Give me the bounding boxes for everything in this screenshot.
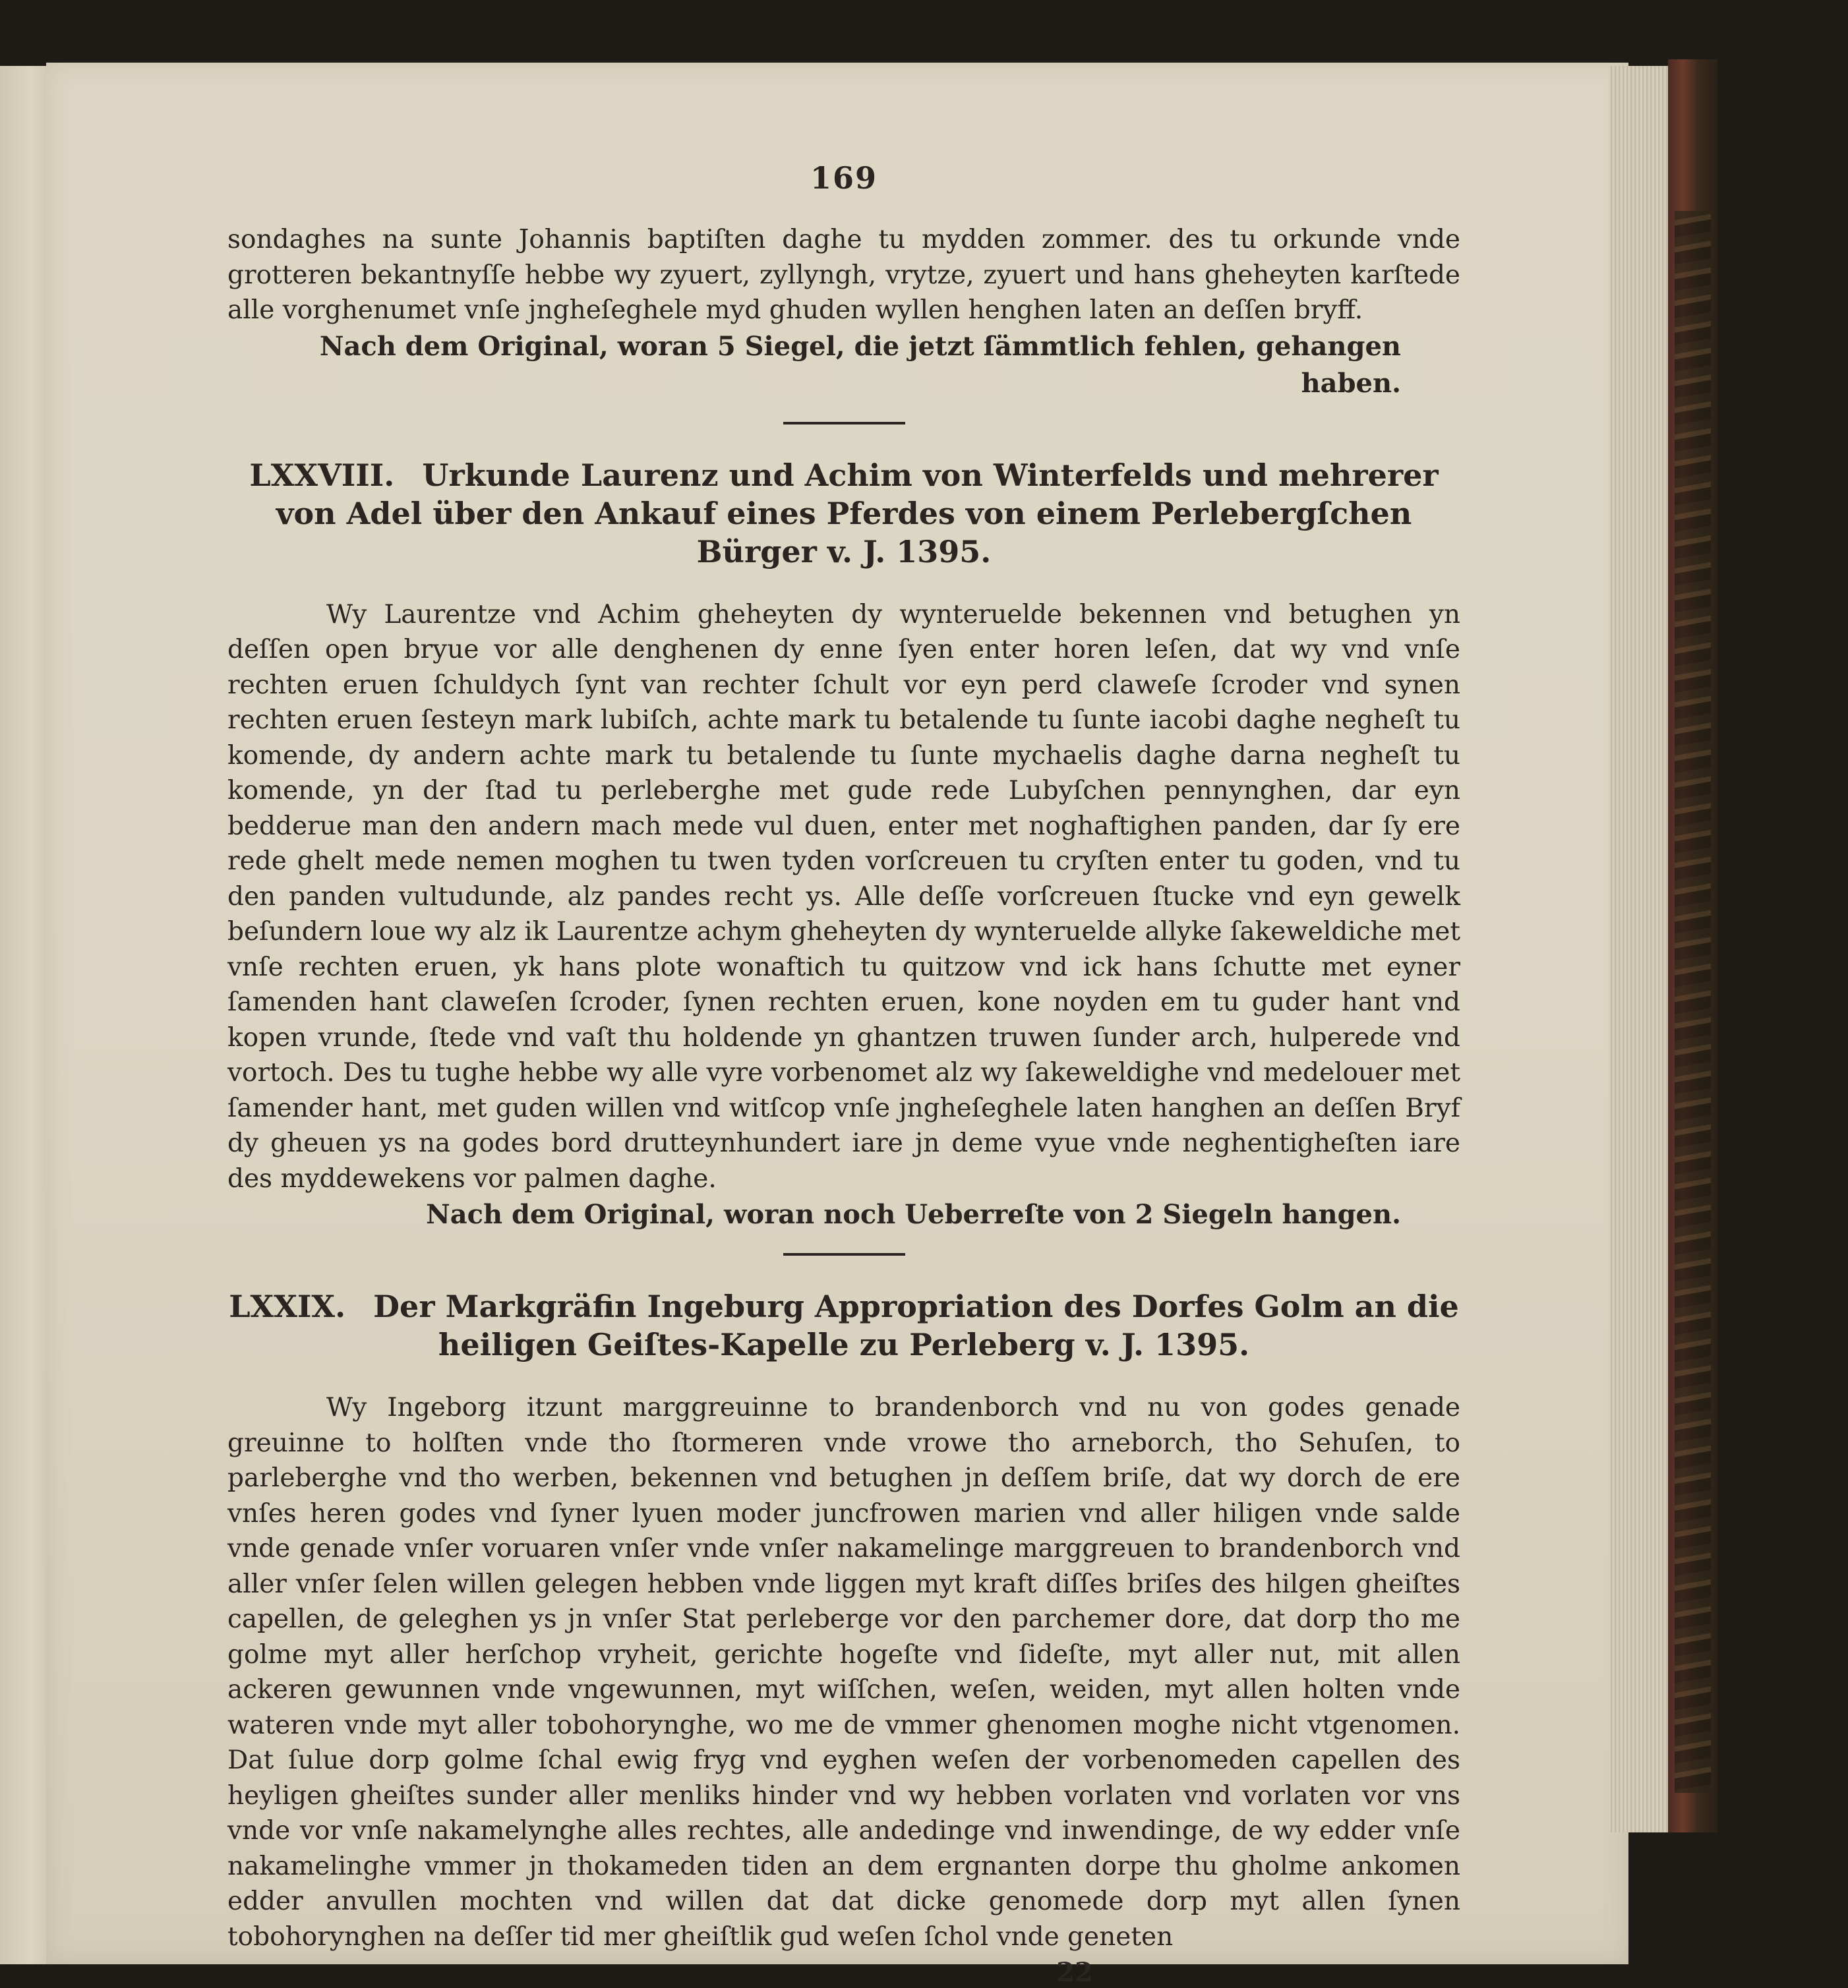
page-content — [227, 148, 1460, 1988]
document-heading — [227, 1287, 1460, 1364]
document-text: Wy Laurentze vnd Achim gheheyten dy wynteruelde bekennen vnd betughen yn deſſen open bryue vor alle denghenen dy enne ſyen enter horen leſen, dat wy vnd vnſe rechten eruen ſchuldych ſynt van rechter ſchult vor eyn perd claweſe ſcroder vnd synen rechten eruen ſesteyn mark lubiſch, achte mark tu betalende tu ſunte iacobi daghe negheſt tu komende, dy andern achte mark tu betalende tu ſunte mychaelis daghe darna negheſt tu komende, yn der ſtad tu perleberghe met gude rede Lubyſchen pennynghen, dar eyn bedderue man den andern mach mede vul duen, enter met noghaftighen panden, dar ſy ere rede ghelt mede nemen moghen tu twen tyden vorſcreuen tu cryſten enter tu goden, vnd tu den panden vultudunde, alz pandes recht ys. Alle deſſe vorſcreuen ſtucke vnd eyn gewelk beſundern loue wy alz ik Laurentze achym gheheyten dy wynteruelde allyke ſakeweldiche met vnſe rechten eruen, yk hans plote wonaftich tu quitzow vnd ick hans ſchutte met eyner ſamenden hant claweſen ſcroder, ſynen rechten eruen, kone noyden em tu guder hant vnd kopen vrunde, ſtede vnd vaſt thu holdende yn ghantzen truwen ſunder arch, hulperede vnd vortoch. Des tu tughe hebbe wy alle vyre vorbenomet alz wy ſakeweldighe vnd medelouer met ſamender hant, met guden willen vnd witſcop vnſe jngheſeghele laten hanghen an deſſen Bryf dy gheuen ys na godes bord drutteynhundert iare jn deme vyue vnde neghentigheſten iare des myddewekens vor palmen daghe. — [227, 599, 1460, 1194]
page-stack-edge — [1609, 66, 1675, 1832]
document-title: Urkunde Laurenz und Achim von Winterfelds und mehrerer von Adel über den Ankauf eines Pferdes von einem Perlebergſchen Bürger v. J. 1395. — [276, 457, 1439, 570]
source-note: Nach dem Original, woran noch Ueberreſte von 2 Siegeln hangen. — [426, 1199, 1401, 1230]
document-heading — [227, 456, 1460, 571]
signature-mark: 22 — [1056, 1957, 1093, 1988]
document-title: Der Markgräfin Ingeburg Appropriation des Dorfes Golm an die heiligen Geiſtes-Kapelle zu Perleberg v. J. 1395. — [373, 1289, 1459, 1362]
book-cover — [1668, 59, 1717, 1832]
document-number: LXXVIII. — [249, 457, 395, 493]
section-divider — [783, 1253, 905, 1256]
document-number: LXXIX. — [229, 1289, 346, 1324]
source-note: Nach dem Original, woran 5 Siegel, die jetzt ſämmtlich fehlen, gehangen haben. — [319, 330, 1401, 399]
document-text: Wy Ingeborg itzunt marggreuinne to brandenborch vnd nu von godes genade greuinne to holſten vnde tho ſtormeren vnde vrowe tho arneborch, tho Sehuſen, to parleberghe vnd tho werben, bekennen vnd betughen jn deſſem briſe, dat wy dorch de ere vnſes heren godes vnd ſyner lyuen moder juncfrowen marien vnd aller hiligen vnde salde vnde genade vnſer voruaren vnſer vnde vnſer nakamelinge marggreuen to brandenborch vnd aller vnſer ſelen willen gelegen hebben vnde liggen myt kraft diſſes briſes des hilgen gheiſtes capellen, de geleghen ys jn vnſer Stat perleberge vor den parchemer dore, dat dorp tho me golme myt aller herſchop vryheit, gerichte hogeſte vnd ſideſte, myt aller nut, mit allen ackeren gewunnen vnde vngewunnen, myt wiſſchen, weſen, weiden, myt allen holten vnde wateren vnde myt aller toboh​orynghe, wo me de vmmer ghenomen moghe nicht vtgenomen. Dat ſulue dorp golme ſchal ewig fryg vnd eyghen weſen der vorbenomeden capellen des heyligen gheiſtes sunder aller menliks hinder vnd wy hebben vorlaten vnd vorlaten vor vns vnde vor vnſe nakamelynghe alles rechtes, alle andedinge vnd inwendinge, de wy edder vnſe nakamelinghe vmmer jn thokameden tiden an dem ergnanten dorpe thu gholme ankomen edder anvullen mochten vnd willen dat dat dicke genomede dorp myt allen ſynen tobohorynghen na deſſer tid mer gheiſtlik gud weſen ſchol vnde geneten — [227, 1393, 1460, 1952]
page-number: 169 — [810, 160, 878, 196]
section-divider — [783, 422, 905, 424]
continued-paragraph: sondaghes na sunte Johannis baptiſten daghe tu mydden zommer. des tu orkunde vnde grotteren bekantnyſſe hebbe wy zyuert, zyllyngh, vrytze, zyuert und hans gheheyten karſtede alle vorghenumet vnſe jngheſeghele myd ghuden wyllen henghen laten an deſſen bryff. — [227, 225, 1460, 325]
